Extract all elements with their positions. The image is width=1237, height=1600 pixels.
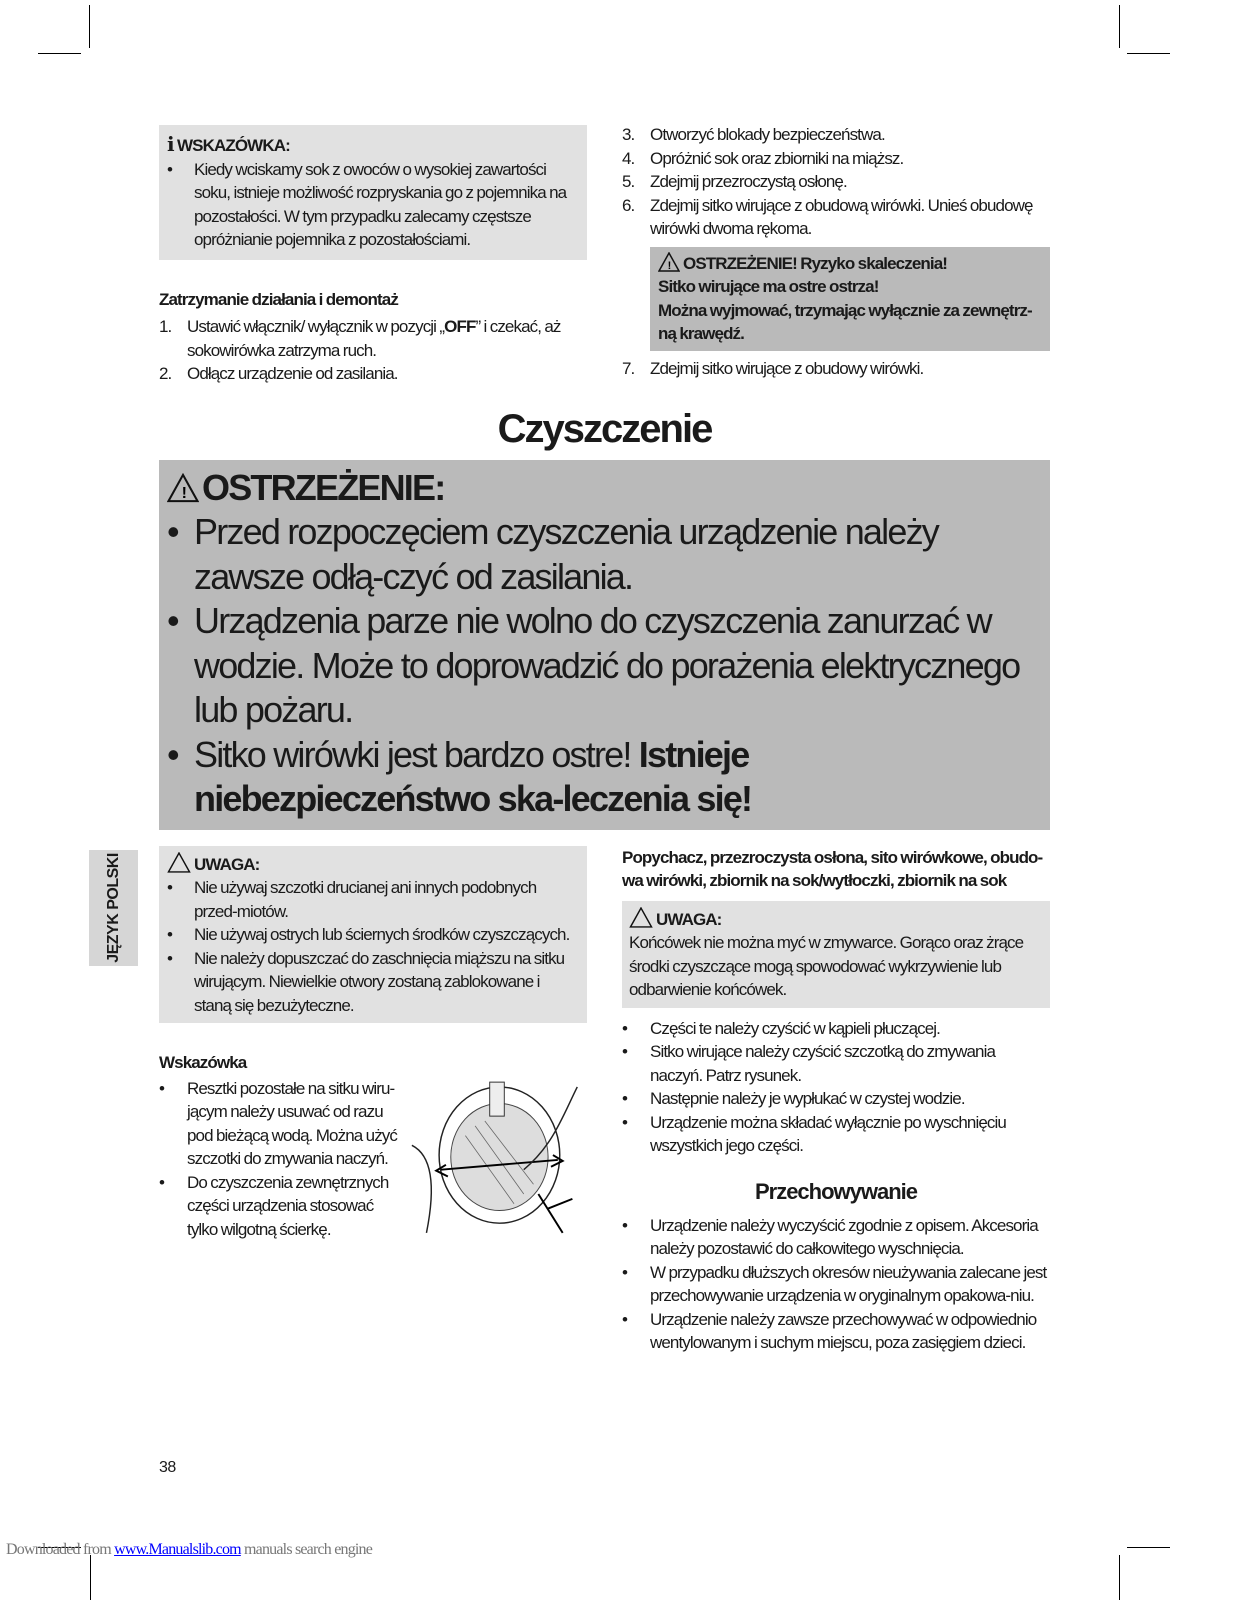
- list-item: • Nie należy dopuszczać do zaschnięcia miąższu na sitku wirującym. Niewielkie otwory zostaną zablokowane i staną się bezużyteczne.: [167, 948, 565, 1015]
- caution-box: UWAGA: Końcówek nie można myć w zmywarce. Gorąco oraz żrące środki czyszczące mogą spowodować wykrzywienie lub odbarwienie końcówek.: [622, 901, 1050, 1008]
- hint-row: [159, 1051, 587, 1241]
- crop-mark: [1127, 1547, 1170, 1548]
- list-item: • Nie używaj ostrych lub ściernych środków czyszczących.: [167, 925, 570, 944]
- list-item: • Urządzenie należy wyczyścić zgodnie z opisem. Akcesoria należy pozostawić do całkowitego wyschnięcia.: [622, 1215, 1038, 1258]
- bottom-section: [159, 846, 1050, 1355]
- list-item: 7. Zdejmij sitko wirujące z obudowy wirówki.: [622, 358, 924, 378]
- crop-mark: [38, 53, 81, 54]
- list-item: 2. Odłącz urządzenie od zasilania.: [159, 364, 398, 383]
- language-tab: JĘZYK POLSKI: [89, 850, 138, 966]
- hint-section: Wskazówka • Resztki pozostałe na sitku wiru-jącym należy usuwać od razu pod bieżącą wodą. Można użyć szczotki do zmywania naczyń. • Do czyszczenia zewnętrznych części urządzenia stosować tylko wilgotną ścierkę.: [159, 1051, 404, 1241]
- warning-icon: [658, 252, 680, 272]
- section-heading: Popychacz, przezroczysta osłona, sito wirówkowe, obudo-wa wirówki, zbiornik na sok/wytłoczki, zbiornik na sok: [622, 847, 1043, 890]
- right-column: [622, 846, 1050, 1355]
- warning-icon: [629, 907, 653, 928]
- warning-icon: [167, 852, 191, 873]
- crop-mark: [1119, 1555, 1120, 1600]
- crop-mark: [90, 1555, 91, 1600]
- storage-list: [622, 1214, 1050, 1355]
- list-item: • Przed rozpoczęciem czyszczenia urządzenie należy zawsze odłą-czyć od zasilania.: [167, 511, 938, 597]
- page-number: 38: [159, 1459, 176, 1476]
- top-section: [159, 123, 1050, 386]
- caution-box: UWAGA: • Nie używaj szczotki drucianej ani innych podobnych przed-miotów. • Nie używaj ostrych lub ściernych środków czyszczących. • Nie należy dopuszczać do zaschnięcia miąższu na sitku wirującym. Niewielkie otwory zostaną zablokowane i staną się bezużyteczne.: [159, 846, 587, 1024]
- list-item: • Następnie należy je wypłukać w czystej wodzie.: [622, 1089, 965, 1108]
- list-item: • Części te należy czyścić w kąpieli płuczącej.: [622, 1018, 941, 1038]
- list-item: • Sitko wirówki jest bardzo ostre! Istnieje niebezpieczeństwo ska-leczenia się!: [167, 733, 752, 819]
- footer: Downloaded from www.Manualslib.com manuals search engine: [6, 1541, 373, 1558]
- list-item: 6. Zdejmij sitko wirujące z obudową wirówki. Unieś obudowę wirówki dwoma rękoma.: [622, 195, 1033, 238]
- list-item: • Urządzenia parze nie wolno do czyszczenia zanurzać w wodzie. Może to doprowadzić do porażenia elektrycznego lub pożaru.: [167, 600, 1020, 730]
- list-item: 4. Opróżnić sok oraz zbiorniki na miąższ.: [622, 148, 904, 168]
- crop-mark: [1127, 53, 1170, 54]
- list-item: 3. Otworzyć blokady bezpieczeństwa.: [622, 125, 885, 144]
- left-column: [159, 123, 587, 386]
- list-item: • Kiedy wciskamy sok z owoców o wysokiej zawartości soku, istnieje możliwość rozpryskania go z pojemnika na pozostałości. W tym przypadku zalecamy częstsze opróżnianie pojemnika z pozostałościami.: [167, 159, 567, 249]
- list-item: • Urządzenie należy zawsze przechowywać w odpowiednio wentylowanym i suchym miejscu, poza zasięgiem dzieci.: [622, 1309, 1037, 1352]
- svg-text:!: !: [667, 259, 671, 272]
- list-item: 5. Zdejmij przezroczystą osłonę.: [622, 172, 847, 191]
- list-item: • Sitko wirujące należy czyścić szczotką do zmywania naczyń. Patrz rysunek.: [622, 1042, 996, 1085]
- section-heading: Zatrzymanie działania i demontaż: [159, 289, 398, 309]
- stop-section: [159, 288, 587, 386]
- manualslib-link[interactable]: www.Manualslib.com: [114, 1541, 241, 1558]
- page-title: Czyszczenie: [497, 406, 712, 451]
- warning-icon: [167, 473, 199, 503]
- storage-heading: Przechowywanie: [754, 1178, 918, 1204]
- list-item: • Do czyszczenia zewnętrznych części urządzenia stosować tylko wilgotną ścierkę.: [159, 1172, 389, 1239]
- crop-mark: [89, 5, 90, 48]
- stop-steps-continued: [622, 123, 1050, 380]
- list-item: 1. Ustawić włącznik/ wyłącznik w pozycji „OFF” i czekać, aż sokowirówka zatrzyma ruch.: [159, 317, 561, 360]
- parts-section: [622, 846, 1050, 1158]
- warning-box: ! OSTRZEŻENIE! Ryzyko skaleczenia! Sitko wirujące ma ostre ostrza! Można wyjmować, trzymając wyłącznie za zewnętrz-ną krawędź.: [650, 247, 1050, 351]
- svg-text:!: !: [181, 484, 185, 502]
- crop-mark: [1119, 5, 1120, 48]
- list-item: • Nie używaj szczotki drucianej ani innych podobnych przed-miotów.: [167, 878, 537, 921]
- page-content: [159, 123, 1050, 1355]
- tip-box: [159, 125, 587, 260]
- left-column: [159, 846, 587, 1242]
- list-item: • Resztki pozostałe na sitku wiru-jącym należy usuwać od razu pod bieżącą wodą. Można użyć szczotki do zmywania naczyń.: [159, 1078, 397, 1168]
- info-icon: i: [167, 132, 174, 156]
- cleaning-illustration: [407, 1075, 587, 1240]
- tip-title: i WSKAZÓWKA:: [167, 132, 290, 156]
- list-item: • W przypadku dłuższych okresów nieużywania zalecane jest przechowywanie urządzenia w oryginalnym opakowa-niu.: [622, 1262, 1047, 1305]
- cleaning-warning-box: ! OSTRZEŻENIE: • Przed rozpoczęciem czyszczenia urządzenie należy zawsze odłą-czyć od zasilania. • Urządzenia parze nie wolno do czyszczenia zanurzać w wodzie. Może to doprowadzić do porażenia elektrycznego lub pożaru. • Sitko wirówki jest bardzo ostre! Istnieje niebezpieczeństwo ska-leczenia się!: [159, 460, 1050, 830]
- list-item: • Urządzenie można składać wyłącznie po wyschnięciu wszystkich jego części.: [622, 1112, 1006, 1155]
